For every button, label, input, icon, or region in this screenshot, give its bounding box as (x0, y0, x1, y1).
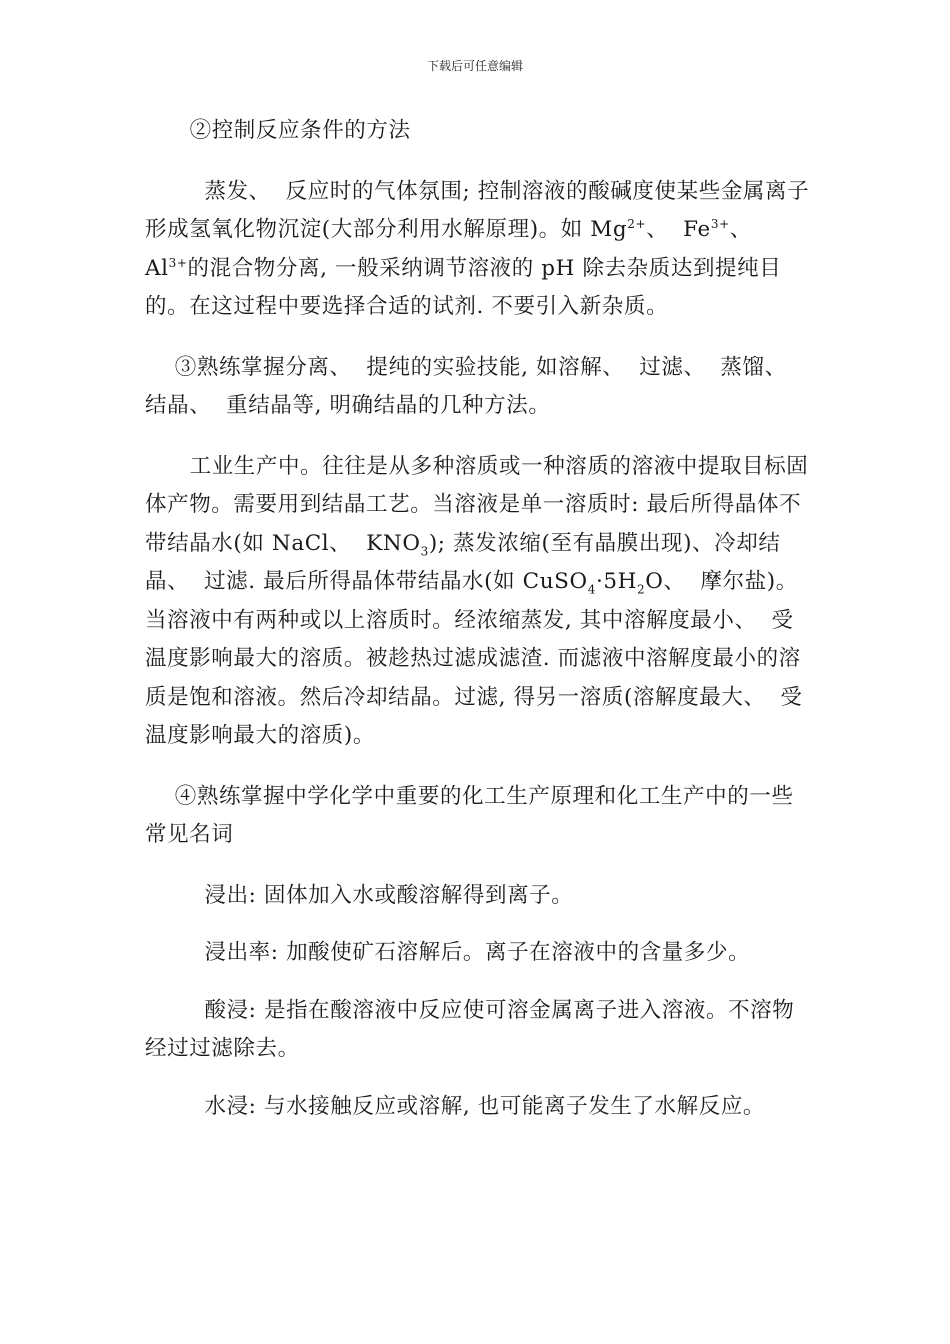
superscript-charge: 3+ (168, 255, 188, 270)
definition-leaching-rate: 浸出率: 加酸使矿石溶解后。离子在溶液中的含量多少。 (145, 940, 751, 965)
paragraph-crystallization (145, 448, 810, 756)
page-header: 下载后可任意编辑 (426, 59, 523, 73)
subscript-count: 4 (587, 582, 596, 597)
superscript-charge: 2+ (627, 216, 647, 231)
definition-water-leaching: 水浸: 与水接触反应或溶解, 也可能离子发生了水解反应。 (145, 1093, 766, 1119)
paragraph-evaporation (145, 173, 810, 327)
text-run: 工业生产中。往往是从多种溶质或一种溶质的溶液中提取目标固体产物。需要用到结晶工艺。当溶液是单一溶质时: 最后所得晶体不带结晶水(如 NaCl、 KNO (145, 453, 809, 556)
text-run: ); 蒸发浓缩(至有晶膜出现)、冷却结晶、 过滤. 最后所得晶体带结晶水(如 CuSO (145, 530, 781, 594)
text-run: 蒸发、 反应时的气体氛围; 控制溶液的酸碱度使某些金属离子形成氢氧化物沉淀(大部分利用水解原理)。如 Mg (145, 178, 810, 242)
text-run: 、Al (145, 217, 752, 281)
document-body (145, 112, 810, 1145)
paragraph-separation-skills: ③熟练掌握分离、 提纯的实验技能, 如溶解、 过滤、 蒸馏、 结晶、 重结晶等, 明确结晶的几种方法。 (145, 354, 802, 418)
paragraph-control-conditions: ②控制反应条件的方法 (145, 118, 411, 143)
definition-acid-leaching: 酸浸: 是指在酸溶液中反应使可溶金属离子进入溶液。不溶物经过过滤除去。 (145, 997, 795, 1061)
text-run: ·5H (595, 569, 638, 594)
superscript-charge: 3+ (710, 216, 730, 231)
paragraph-common-terms: ④熟练掌握中学化学中重要的化工生产原理和化工生产中的一些常见名词 (145, 783, 794, 847)
text-run: O、 摩尔盐)。当溶液中有两种或以上溶质时。经浓缩蒸发, 其中溶解度最小、 受温度影响最大的溶质。被趁热过滤成滤渣. 而滤液中溶解度最小的溶质是饱和溶液。然后冷却结晶。过滤, 得另一溶质(溶解度最大、 受温度影响最大的溶质)。 (145, 569, 803, 748)
definition-leaching: 浸出: 固体加入水或酸溶解得到离子。 (145, 882, 574, 908)
subscript-count: 3 (420, 543, 429, 558)
text-run: 的混合物分离, 一般采纳调节溶液的 pH 除去杂质达到提纯目的。在这过程中要选择合适的试剂. 不要引入新杂质。 (145, 255, 782, 319)
text-run: 、 Fe (646, 217, 711, 242)
subscript-count: 2 (637, 582, 646, 597)
